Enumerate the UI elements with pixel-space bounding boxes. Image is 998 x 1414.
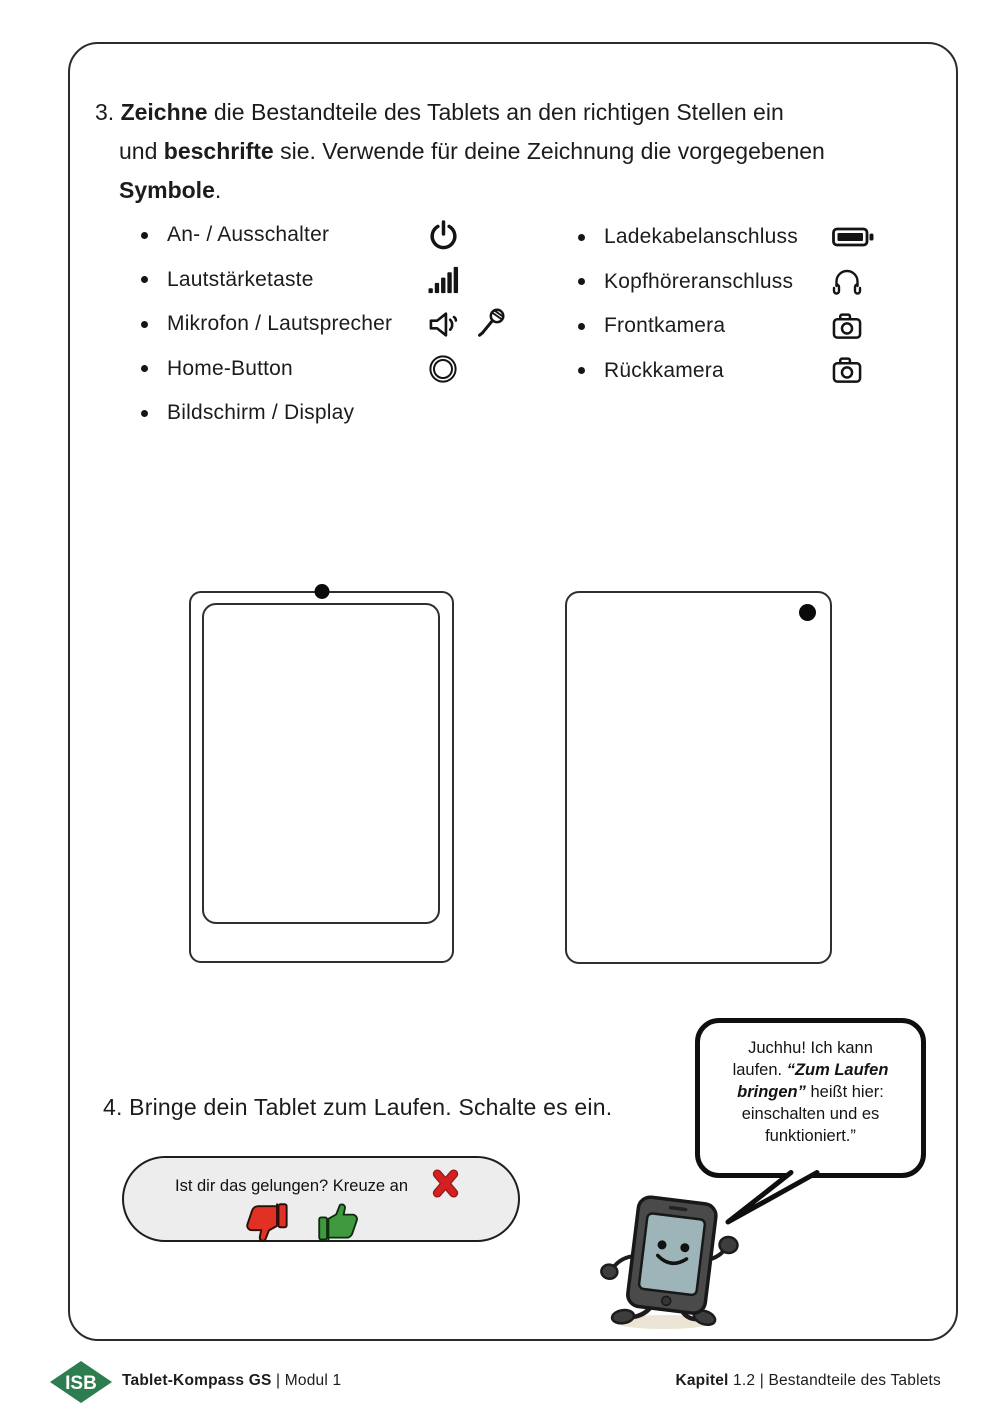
- power-icon: [428, 219, 459, 252]
- speech-bubble-tail: [705, 1170, 835, 1233]
- bullet-icon: [578, 367, 585, 374]
- list-item: [141, 347, 513, 392]
- heading-bold-zeichne: Zeichne: [120, 99, 208, 125]
- component-label: Home-Button: [167, 356, 293, 380]
- footer-title-bold: Tablet-Kompass GS: [122, 1372, 272, 1389]
- isb-logo-text: ISB: [65, 1373, 97, 1394]
- list-item: [141, 391, 513, 436]
- isb-logo: [49, 1360, 113, 1409]
- bubble-text-segment: “Zum Laufen: [786, 1061, 889, 1079]
- bullet-icon: [578, 323, 585, 330]
- heading-bold-symbole: Symbole: [119, 177, 215, 203]
- component-label: Frontkamera: [604, 314, 726, 338]
- bullet-icon: [578, 234, 585, 241]
- bubble-text-segment: Juchhu! Ich kann: [748, 1039, 873, 1057]
- volume-bars-icon: [428, 265, 459, 294]
- headphones-icon: [832, 266, 862, 297]
- bubble-text-segment: funktioniert.”: [765, 1127, 856, 1145]
- back-camera-dot: [799, 604, 816, 621]
- tablet-front-outline: [189, 591, 454, 963]
- footer-title-rest: | Modul 1: [271, 1372, 342, 1389]
- heading-text: und: [119, 138, 164, 164]
- heading-line-3: [95, 171, 905, 210]
- component-label: Mikrofon / Lautsprecher: [167, 312, 393, 336]
- list-item: [141, 213, 513, 258]
- home-button-icon: [428, 354, 458, 384]
- heading-line-1: [95, 93, 905, 132]
- footer-document-title: [122, 1372, 341, 1390]
- camera-icon: [832, 356, 863, 385]
- footer-chapter: [675, 1372, 941, 1390]
- list-item: [141, 302, 513, 347]
- bullet-icon: [141, 232, 148, 239]
- component-label: Lautstärketaste: [167, 267, 314, 291]
- check-pill: [122, 1156, 520, 1242]
- footer-chapter-rest: 1.2 | Bestandteile des Tablets: [728, 1372, 941, 1389]
- list-item: [141, 258, 513, 303]
- list-item: [578, 260, 890, 305]
- component-label: Kopfhöreranschluss: [604, 269, 794, 293]
- speaker-icon: [428, 309, 462, 340]
- component-label: Rückkamera: [604, 358, 724, 382]
- bullet-icon: [578, 278, 585, 285]
- component-label: An- / Ausschalter: [167, 223, 330, 247]
- task-number: 3.: [95, 99, 121, 125]
- heading-text: .: [214, 177, 222, 203]
- heading-line-2: [95, 132, 905, 171]
- bubble-text-segment: bringen”: [737, 1083, 806, 1101]
- list-item: [578, 349, 890, 394]
- microphone-icon: [472, 307, 506, 341]
- battery-icon: [832, 225, 874, 249]
- thumbs-up-icon[interactable]: [316, 1200, 362, 1249]
- bullet-icon: [141, 365, 148, 372]
- camera-icon: [832, 312, 863, 341]
- cross-mark-icon: [430, 1169, 461, 1203]
- bullet-icon: [141, 321, 148, 328]
- heading-bold-beschrifte: beschrifte: [163, 138, 274, 164]
- heading-text: sie. Verwende für deine Zeichnung die vorgegebenen: [273, 138, 825, 164]
- front-camera-dot: [314, 584, 329, 599]
- task3-heading: [95, 93, 905, 210]
- list-item: [578, 304, 890, 349]
- component-label: Bildschirm / Display: [167, 401, 355, 425]
- pill-question: Ist dir das gelungen? Kreuze an: [175, 1176, 408, 1195]
- component-list-right: [578, 215, 890, 393]
- tablet-back-outline: [565, 591, 832, 964]
- bubble-text-segment: heißt hier:: [805, 1083, 884, 1101]
- bubble-text-segment: laufen.: [732, 1061, 787, 1079]
- bullet-icon: [141, 410, 148, 417]
- speech-bubble: [695, 1018, 926, 1178]
- list-item: [578, 215, 890, 260]
- tablet-screen-outline: [202, 603, 440, 924]
- task4-text: 4. Bringe dein Tablet zum Laufen. Schalte es ein.: [103, 1094, 613, 1120]
- thumbs-down-icon[interactable]: [242, 1200, 290, 1250]
- bullet-icon: [141, 276, 148, 283]
- component-list-left: [141, 213, 513, 436]
- footer-chapter-bold: Kapitel: [675, 1372, 729, 1389]
- component-label: Ladekabelanschluss: [604, 225, 798, 249]
- bubble-text-segment: einschalten und es: [741, 1105, 880, 1123]
- heading-text: die Bestandteile des Tablets an den richtigen Stellen ein: [207, 99, 784, 125]
